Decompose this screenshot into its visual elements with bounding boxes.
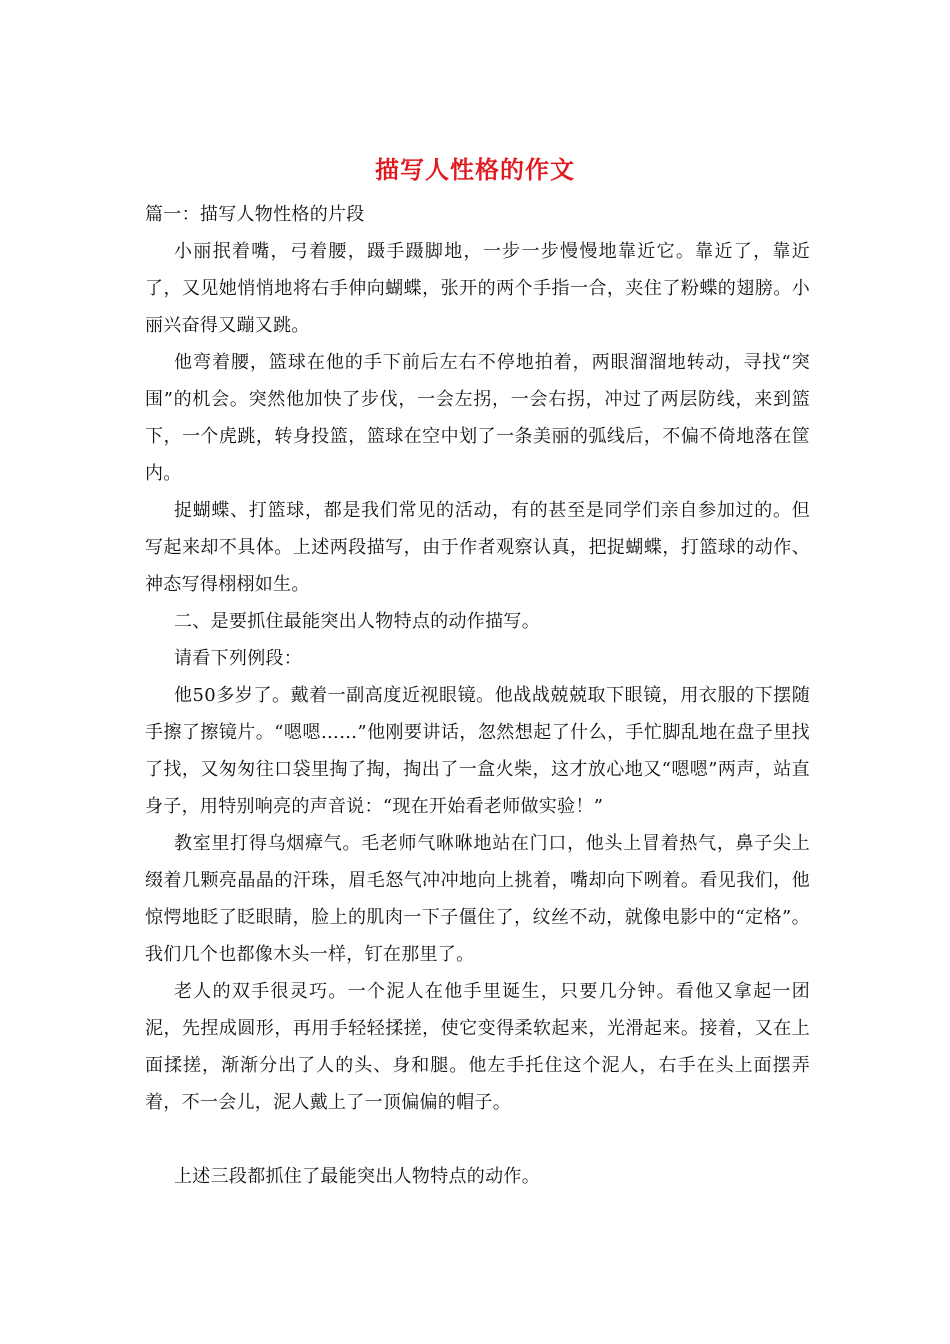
paragraph-basketball: 他弯着腰，篮球在他的手下前后左右不停地拍着，两眼溜溜地转动，寻找“突围”的机会。突然他加快了步伐，一会左拐，一会右拐，冲过了两层防线，来到篮下，一个虎跳，转身投篮，篮球在空中划了一条美丽的弧线后，不偏不倚地落在筐内。 (145, 352, 810, 484)
document-body (145, 196, 810, 1195)
document-title: 描写人性格的作文 (375, 155, 575, 184)
paragraph-clay-figure: 老人的双手很灵巧。一个泥人在他手里诞生，只要几分钟。看他又拿起一团泥，先捏成圆形，再用手轻轻揉搓，使它变得柔软起来，光滑起来。接着，又在上面揉搓，渐渐分出了人的头、身和腿。他左手托住这个泥人，右手在头上面摆弄着，不一会儿，泥人戴上了一顶偏偏的帽子。 (145, 981, 810, 1113)
paragraph-commentary: 捉蝴蝶、打篮球，都是我们常见的活动，有的甚至是同学们亲自参加过的。但写起来却不具体。上述两段描写，由于作者观察认真，把捉蝴蝶，打篮球的动作、神态写得栩栩如生。 (145, 500, 810, 595)
paragraph-teacher-experiment: 他50多岁了。戴着一副高度近视眼镜。他战战兢兢取下眼镜，用衣服的下摆随手擦了擦镜片。“嗯嗯……”他刚要讲话，忽然想起了什么，手忙脚乱地在盘子里找了找，又匆匆往口袋里掏了掏，掏出了一盒火柴，这才放心地又“嗯嗯”两声，站直身子，用特别响亮的声音说：“现在开始看老师做实验！” (145, 685, 810, 817)
paragraph-summary: 上述三段都抓住了最能突出人物特点的动作。 (174, 1166, 540, 1187)
paragraph-classroom: 教室里打得乌烟瘴气。毛老师气咻咻地站在门口，他头上冒着热气，鼻子尖上缀着几颗亮晶晶的汗珠，眉毛怒气冲冲地向上挑着，嘴却向下咧着。看见我们，他惊愕地眨了眨眼睛，脸上的肌肉一下子僵住了，纹丝不动，就像电影中的“定格”。我们几个也都像木头一样，钉在那里了。 (145, 833, 810, 965)
section-heading: 篇一：描写人物性格的片段 (145, 204, 365, 225)
paragraph-examples-intro: 请看下列例段： (174, 648, 303, 669)
paragraph-butterfly: 小丽抿着嘴，弓着腰，蹑手蹑脚地，一步一步慢慢地靠近它。靠近了，靠近了，又见她悄悄地将右手伸向蝴蝶，张开的两个手指一合，夹住了粉蝶的翅膀。小丽兴奋得又蹦又跳。 (145, 241, 810, 336)
paragraph-point-two: 二、是要抓住最能突出人物特点的动作描写。 (174, 611, 540, 632)
